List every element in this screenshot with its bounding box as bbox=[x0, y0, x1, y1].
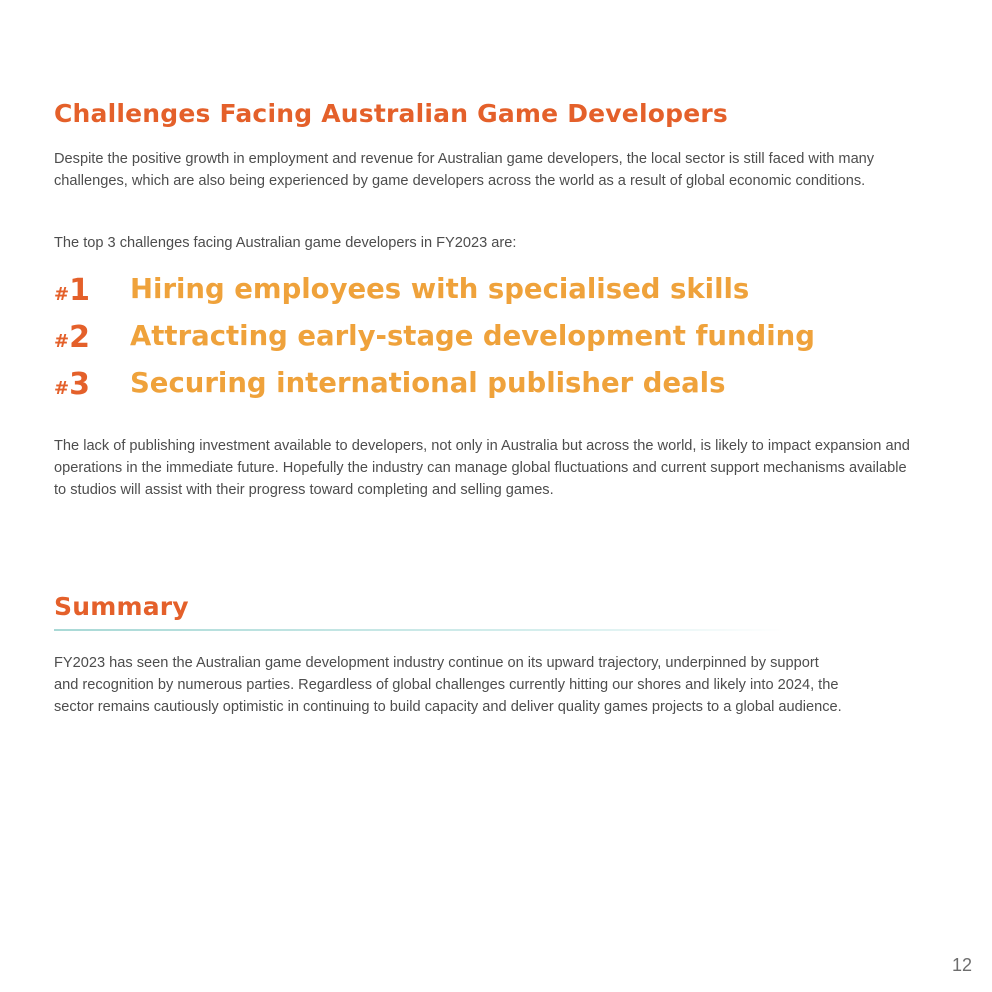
rank-number: 3 bbox=[69, 367, 90, 402]
rank-hash: # bbox=[54, 331, 70, 352]
rank-hash: # bbox=[54, 284, 70, 305]
summary-heading: Summary bbox=[54, 592, 189, 621]
rank-number: 2 bbox=[69, 320, 90, 355]
page-number: 12 bbox=[951, 955, 972, 975]
challenge-text-2: Attracting early-stage development funding bbox=[130, 319, 815, 352]
challenges-intro-paragraph: Despite the positive growth in employment and revenue for Australian game developers, the local sector is still faced with many challenges, which are also being experienced by game developers across the world as a result of global economic conditions. bbox=[54, 151, 875, 189]
top3-lead-paragraph: The top 3 challenges facing Australian game developers in FY2023 are: bbox=[54, 235, 517, 251]
challenge-rank-1 bbox=[54, 273, 130, 308]
challenge-text-3: Securing international publisher deals bbox=[130, 366, 726, 399]
rank-number: 1 bbox=[69, 273, 90, 308]
rank-hash: # bbox=[54, 378, 70, 399]
challenge-item-1 bbox=[54, 266, 934, 306]
outlook-paragraph: The lack of publishing investment available to developers, not only in Australia but across the world, is likely to impact expansion and operations in the immediate future. Hopefully the industry can manage global fluctuations and current support mechanisms available to studios will assist with their progress toward completing and selling games. bbox=[54, 438, 910, 498]
challenge-text-1: Hiring employees with specialised skills bbox=[130, 272, 750, 305]
challenge-rank-3 bbox=[54, 367, 130, 402]
challenges-heading: Challenges Facing Australian Game Developers bbox=[54, 99, 728, 128]
challenge-item-3 bbox=[54, 360, 934, 400]
summary-paragraph: FY2023 has seen the Australian game development industry continue on its upward trajectory, underpinned by support and recognition by numerous parties. Regardless of global challenges currently hitting our shores and likely into 2024, the sector remains cautiously optimistic in continuing to build capacity and deliver quality games projects to a global audience. bbox=[54, 655, 842, 715]
challenge-rank-2 bbox=[54, 320, 130, 355]
summary-divider bbox=[54, 629, 784, 631]
challenge-item-2 bbox=[54, 313, 934, 353]
